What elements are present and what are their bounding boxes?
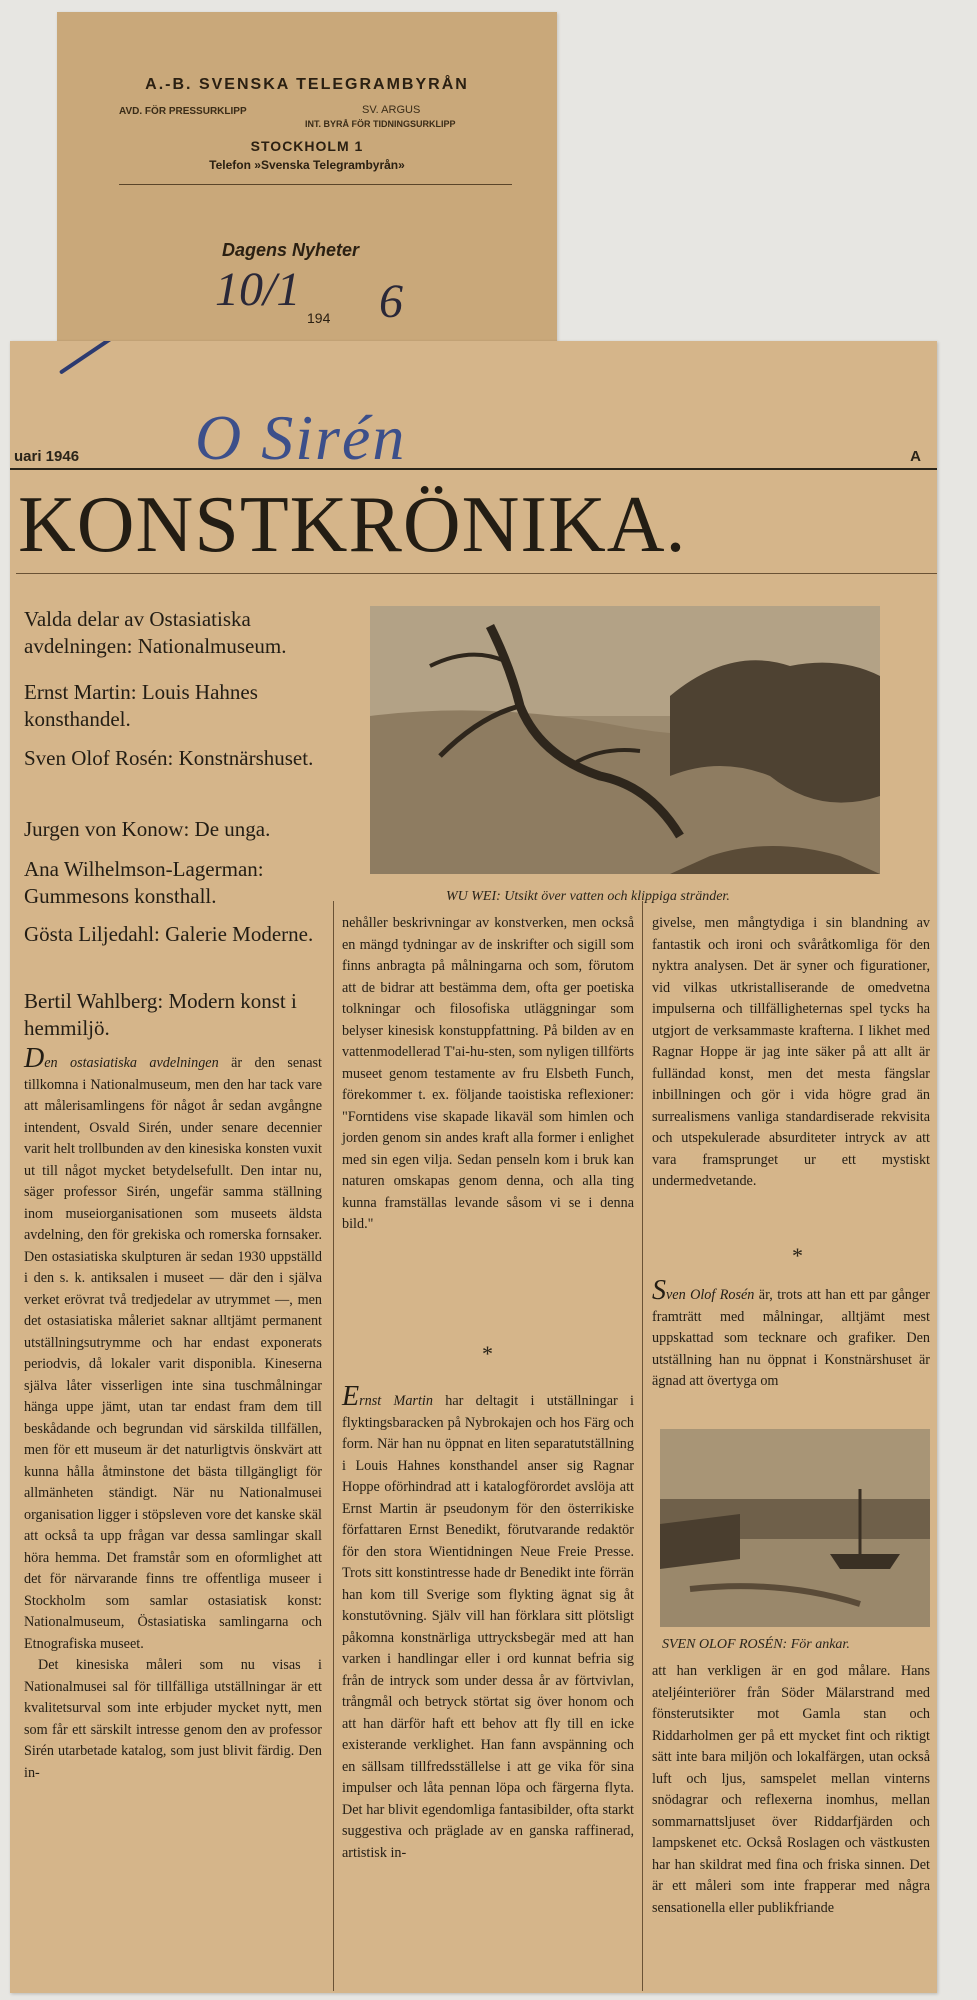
article-column-3 (652, 913, 930, 1193)
agency-city: STOCKHOLM 1 (250, 138, 364, 154)
handwritten-year: 6 (379, 275, 403, 328)
section-separator: * (792, 1243, 803, 1268)
article-paragraph: att han verkligen är en god målare. Hans ateljéinteriörer från Söder Mälarstrand med fönsterutsikter mot Gamla stan och Riddarholmen ger på ett mycket fint och riktigt sätt inte bara miljön och lokalfärgen, utan också luft och ljus, samspelet mellan vinterns snödagrar och reflexerna inomhus, mellan sommarnattsljuset över Riddarfjärden och lampskenet etc. Också Roslagen och västkusten har han skildrat med fina och friska sinnen. Det är ett måleri som inte frapperar med några sensationella eller publikfriande (652, 1663, 930, 1916)
lead-phrase: rnst Martin (359, 1393, 433, 1409)
argus-subtitle: INT. BYRÅ FÖR TIDNINGSURKLIPP (305, 119, 456, 129)
column-rule (333, 901, 334, 1991)
exhibition-item: Gösta Liljedahl: Galerie Moderne. (24, 922, 314, 946)
article-paragraph (342, 1381, 634, 1864)
article-paragraph: nehåller beskrivningar av konstverken, men också en mängd tydningar av de inskrifter och sigill som finns anbragta på målningarna och som, förutom att de bidrar att bestämma dem, ofta ger poetiska tolkningar och filosofiska utläggningar som belyser kinesisk konstuppfattning. På bilden av en vattenmodellerad T'ai-hu-sten, som nyligen tillförts museet genom testamente av fru Elsbeth Funch, förekommer t. ex. följande taoistiska reflexioner: "Forntidens vise skapade likaväl som himlen och jorden genom sin andes kraft alla former i enlighet med sin egen vilja. Sedan penseln kom i bruk kan naturen omskapas genom denna, och alla ting kunna framställas levande såsom vi se i denna bild." (342, 915, 634, 1232)
drop-cap: E (342, 1381, 360, 1412)
agency-phone: Telefon »Svenska Telegrambyrån» (209, 158, 405, 172)
headline-rule (16, 573, 937, 574)
section-separator: * (482, 1341, 493, 1366)
article-paragraph: Det kinesiska måleri som nu visas i Nationalmusei sal för tillfälliga utställningar är ett kvalitetsurval som inte erbjuder mycket nytt, men som får ett särskilt intresse genom den av professor Sirén utarbetade katalog, som just blivit färdig. Den in- (24, 1657, 322, 1781)
argus-name: SV. ARGUS (362, 104, 421, 116)
article-column-2b (342, 1381, 634, 1864)
agency-department: AVD. FÖR PRESSURKLIPP (119, 106, 247, 117)
lead-phrase: ven Olof Rosén (666, 1287, 755, 1303)
photo-caption-rosen: SVEN OLOF ROSÉN: För ankar. (662, 1637, 850, 1652)
exhibition-item: Ernst Martin: Louis Hahnes konsthandel. (24, 680, 258, 731)
exhibition-item: Bertil Wahlberg: Modern konst i hemmiljö. (24, 989, 297, 1040)
exhibition-item: Sven Olof Rosén: Konstnärshuset. (24, 746, 314, 770)
clipping-bureau-stamp (57, 12, 557, 347)
page-letter: A (910, 448, 921, 465)
article-column-2 (342, 913, 634, 1236)
paragraph-text: är den senast tillkomna i Nationalmuseum, men den har tack vare att målerisamlingens för något år sedan avgångne intendent, Osvald Sirén, under senare decennier varit helt trollbunden av den kinesiska konsten vuxit ut till något mycket betydelsefullt. Den intar nu, säger professor Sirén, ungefär samma ställning inom museiorganisationen som museets äldsta avdelning, den för grekiska och romerska fornsaker. Den ostasiatiska skulpturen är sedan 1930 uppställd i den s. k. antiksalen i museet — där den i själva verket erövrat två tredjedelar av utrymmet —, men det ostasiatiska måleriet saknar alltjämt permanent utställningsutrymme och har endast exponerats periodvis, då lokaler varit disponibla. Kineserna själva låter visserligen inte sina tuschmålningar hänga uppe jämt, utan tar endast fram dem till beskådande och begrundan vid särskilda tillfällen, men för ett museum är det naturligtvis önskvärt att kunna hålla åtminstone det bästa tillgängligt för allmänheten ständigt. När nu Nationalmusei organisation ligger i stöpsleven vore det kanske skäl att också ta upp frågan var dessa samlingar skall höra hemma. Det framstår som en oformlighet att det för närvarande finns tre offentliga museer i Stockholm som samlar ostasiatisk konst: Nationalmuseum, Östasiatiska samlingarna och Etnografiska museet. (24, 1055, 322, 1652)
wu-wei-painting-image (370, 606, 880, 874)
paragraph-text: har deltagit i utställningar i flyktingsbaracken på Nybrokajen och hos Färg och form. När han nu öppnat en liten separatutställning i Louis Hahnes konsthandel anser sig Ragnar Hoppe oförhindrad att i katalogförordet avslöja att Ernst Martin är pseudonym för den österrikiske författaren Ernst Benedikt, förutvarande redaktör för den stora Wientidningen Neue Freie Presse. Trots sitt konstintresse hade dr Benedikt inte förrän han kom till Sverige som flykting ägnat sig åt konstutövning. Själv vill han förklara sitt plötsligt påkomna konstnärliga uttrycksbegär med att han varken i handlingar eller i ord kunnat befria sig från de intryck som under dessa år av förtvivlan, trångmål och betryck störtat sig över honom och att han därför haft ett behov att fly till en icke existerande verklighet. Han fann avspänning och en sällsam tillfredsställelse i att ge vika för sina impulser och låta pennan löpa och färgerna flyta. Det har blivit egendomliga fantasibilder, ofta starkt suggestiva och präglade av en ganska raffinerad, artistisk in- (342, 1393, 634, 1861)
printed-year: 194 (307, 310, 331, 326)
exhibition-item: Ana Wilhelmson-Lagerman: Gummesons konsthall. (24, 857, 264, 908)
dateline-date: uari 1946 (14, 448, 80, 465)
paragraph-text: är, trots att han ett par gånger framträtt med målningar, alltjämt mest uppskattad som tecknare och grafiker. Den utställning han nu öppnat i Konstnärshuset är ägnad att övertyga om (652, 1287, 930, 1389)
article-paragraph (652, 1275, 930, 1393)
article-paragraph: givelse, men mångtydiga i sin blandning av fantastik och ironi och svåråtkomliga för den nyktra analysen. Det är syner och figurationer, vid vilkas utkristalliserande de omedvetna impulserna och tillfälligheternas spel tycks ha utgjort de verksammaste krafterna. I likhet med Ragnar Hoppe är jag inte säker på att allt är fulländad konst, men det mesta fängslar inbillningen och gör i vida högre grad än surrealismens vanliga standardiserade rekvisita och utspekulerade absurditeter intryck av att vara framsprunget ur ett mystiskt undermedvetande. (652, 915, 930, 1189)
exhibition-item: Jurgen von Konow: De unga. (24, 817, 271, 841)
rosen-painting-image (660, 1429, 930, 1627)
handwritten-note: O Sirén (195, 402, 407, 473)
photo-caption-wu-wei: WU WEI: Utsikt över vatten och klippiga stränder. (446, 889, 730, 904)
dateline (10, 448, 937, 470)
article-paragraph (24, 1043, 322, 1655)
agency-name: A.-B. SVENSKA TELEGRAMBYRÅN (145, 76, 469, 93)
article-column-1 (24, 1043, 322, 1784)
article-column-3c (652, 1661, 930, 1919)
drop-cap: S (652, 1275, 666, 1306)
exhibition-item: Valda delar av Ostasiatiska avdelningen: Nationalmuseum. (24, 607, 287, 658)
handwritten-date: 10/1 (215, 263, 301, 316)
article-column-3b (652, 1275, 930, 1393)
column-rule (642, 901, 643, 1991)
lead-phrase: en ostasiatiska avdelningen (44, 1055, 219, 1071)
newspaper-clipping (10, 341, 937, 1993)
drop-cap: D (24, 1043, 45, 1074)
headline: KONSTKRÖNIKA. (18, 481, 687, 569)
newspaper-name: Dagens Nyheter (222, 240, 360, 260)
pen-stroke-mark (59, 341, 157, 375)
stamp-rule (119, 184, 512, 185)
